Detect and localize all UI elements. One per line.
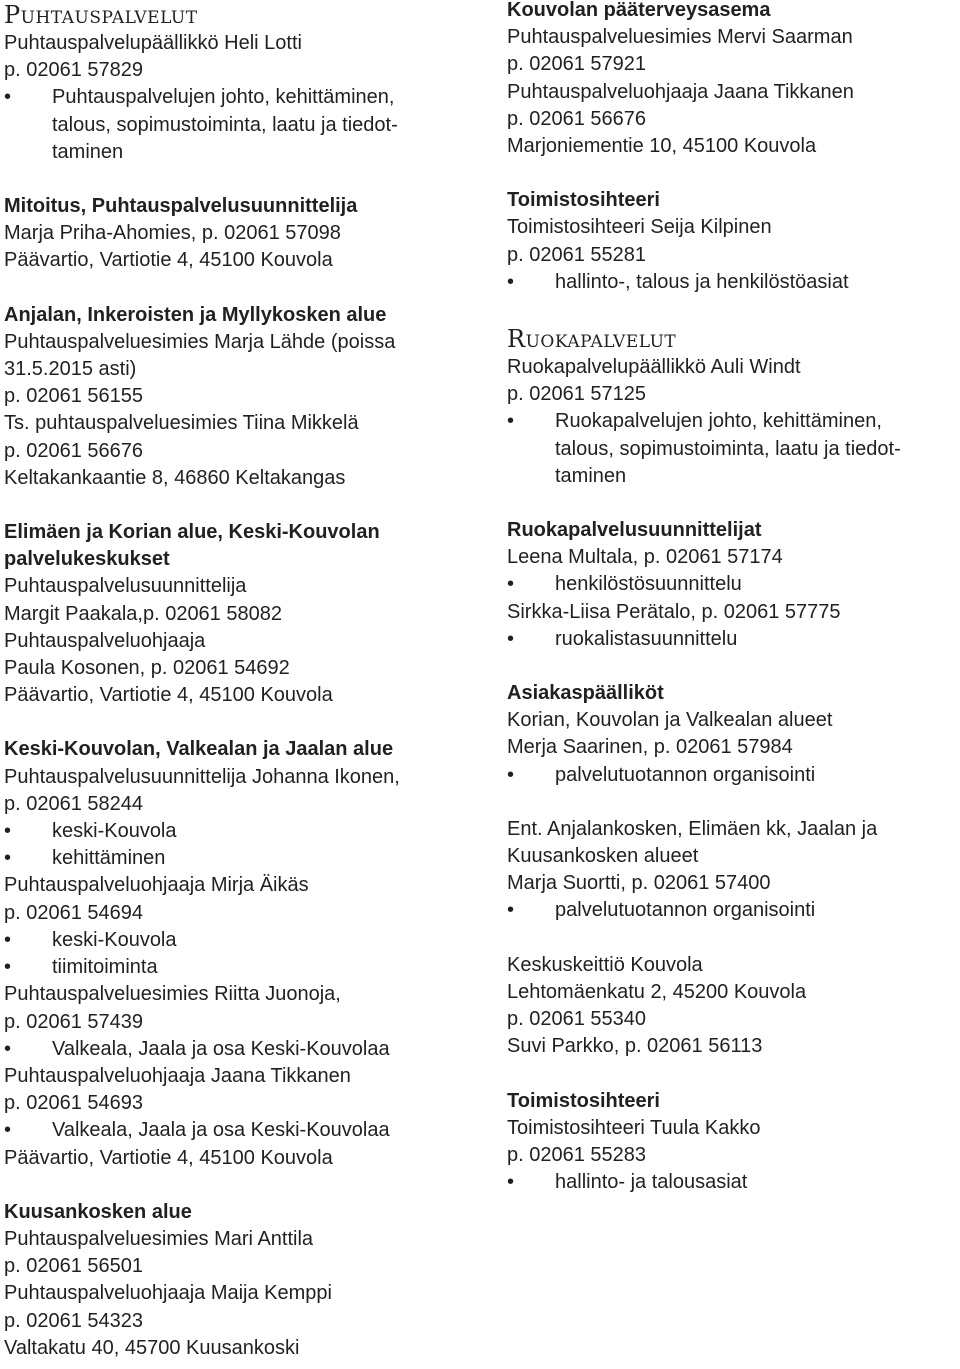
right-column bbox=[507, 0, 957, 1196]
suunnittelijat-heading: Ruokapalvelusuunnittelijat bbox=[507, 519, 762, 542]
manager-task-cont: talous, sopimustoiminta, laatu ja tiedot- bbox=[52, 113, 398, 136]
keski-phone: p. 02061 54694 bbox=[4, 901, 144, 924]
asiakas-line: Ent. Anjalankosken, Elimäen kk, Jaalan ja bbox=[507, 817, 878, 840]
asiakas-line: Marja Suortti, p. 02061 57400 bbox=[507, 872, 771, 895]
anjala-line: Puhtauspalveluesimies Marja Lähde (poissa bbox=[4, 330, 396, 353]
suunnittelija: Leena Multala, p. 02061 57174 bbox=[507, 546, 783, 569]
elimaki-line: Margit Paakala,p. 02061 58082 bbox=[4, 602, 282, 625]
keski-address: Päävartio, Vartiotie 4, 45100 Kouvola bbox=[4, 1146, 333, 1169]
paaterveys-line: Puhtauspalveluohjaaja Jaana Tikkanen bbox=[507, 80, 854, 103]
keski-person: Puhtauspalveluesimies Riitta Juonoja, bbox=[4, 983, 341, 1006]
manager-task-cont: taminen bbox=[52, 140, 124, 163]
manager-task: • Puhtauspalvelujen johto, kehittäminen, bbox=[4, 84, 484, 111]
anjala-line: Ts. puhtauspalveluesimies Tiina Mikkelä bbox=[4, 412, 359, 435]
keskuskeittio-line: Keskuskeittiö Kouvola bbox=[507, 953, 703, 976]
asiakas-line: Korian, Kouvolan ja Valkealan alueet bbox=[507, 709, 833, 732]
manager-name: Puhtauspalvelupäällikkö Heli Lotti bbox=[4, 32, 302, 54]
elimaki-line: Puhtauspalveluohjaaja bbox=[4, 629, 206, 652]
mitoitus-heading: Mitoitus, Puhtauspalvelusuunnittelija bbox=[4, 195, 358, 218]
keski-phone: p. 02061 58244 bbox=[4, 792, 144, 815]
suunnittelija: Sirkka-Liisa Perätalo, p. 02061 57775 bbox=[507, 600, 841, 623]
toimisto1-task: • hallinto-, talous ja henkilöstöasiat bbox=[507, 269, 957, 296]
keski-task: • Valkeala, Jaala ja osa Keski-Kouvolaa bbox=[4, 1117, 484, 1144]
paaterveys-line: p. 02061 57921 bbox=[507, 53, 647, 76]
elimaki-line: Paula Kosonen, p. 02061 54692 bbox=[4, 657, 290, 680]
paaterveys-heading: Kouvolan pääterveysasema bbox=[507, 0, 771, 21]
keski-person: Puhtauspalveluohjaaja Mirja Äikäs bbox=[4, 874, 309, 897]
keski-task: • tiimitoiminta bbox=[4, 954, 484, 981]
ruoka-manager: Ruokapalvelupäällikkö Auli Windt bbox=[507, 356, 801, 379]
toimisto2-line: Toimistosihteeri Tuula Kakko bbox=[507, 1116, 761, 1139]
ruoka-manager-phone: p. 02061 57125 bbox=[507, 383, 647, 406]
toimisto2-task: • hallinto- ja talousasiat bbox=[507, 1169, 957, 1196]
section-title-ruokapalvelut: Ruokapalvelut bbox=[507, 325, 677, 354]
anjala-line: Keltakankaantie 8, 46860 Keltakangas bbox=[4, 466, 346, 489]
ruoka-task-cont: taminen bbox=[555, 464, 627, 487]
mitoitus-line: Päävartio, Vartiotie 4, 45100 Kouvola bbox=[4, 249, 333, 272]
asiakas-task: • palvelutuotannon organisointi bbox=[507, 762, 957, 789]
keskuskeittio-line: Lehtomäenkatu 2, 45200 Kouvola bbox=[507, 980, 807, 1003]
keski-phone: p. 02061 57439 bbox=[4, 1010, 144, 1033]
keski-heading: Keski-Kouvolan, Valkealan ja Jaalan alue bbox=[4, 738, 394, 761]
keski-task: • Valkeala, Jaala ja osa Keski-Kouvolaa bbox=[4, 1036, 484, 1063]
suunnittelija-task: • ruokalistasuunnittelu bbox=[507, 626, 957, 653]
asiakas-heading: Asiakaspäälliköt bbox=[507, 682, 664, 705]
elimaki-line: Puhtauspalvelusuunnittelija bbox=[4, 575, 247, 598]
asiakas-line: Kuusankosken alueet bbox=[507, 845, 699, 868]
kuusankoski-line: Puhtauspalveluohjaaja Maija Kemppi bbox=[4, 1282, 332, 1305]
manager-phone: p. 02061 57829 bbox=[4, 59, 144, 82]
ruoka-task: • Ruokapalvelujen johto, kehittäminen, bbox=[507, 408, 957, 435]
asiakas-line: Merja Saarinen, p. 02061 57984 bbox=[507, 736, 793, 759]
kuusankoski-line: Puhtauspalveluesimies Mari Anttila bbox=[4, 1227, 314, 1250]
paaterveys-line: p. 02061 56676 bbox=[507, 107, 647, 130]
keski-task: • kehittäminen bbox=[4, 845, 484, 872]
toimisto1-line: Toimistosihteeri Seija Kilpinen bbox=[507, 216, 772, 239]
paaterveys-line: Marjoniementie 10, 45100 Kouvola bbox=[507, 135, 817, 158]
keskuskeittio-line: Suvi Parkko, p. 02061 56113 bbox=[507, 1035, 763, 1058]
keski-task: • keski-Kouvola bbox=[4, 927, 484, 954]
toimisto2-heading: Toimistosihteeri bbox=[507, 1089, 660, 1112]
left-column bbox=[4, 0, 484, 1362]
suunnittelija-task: • henkilöstösuunnittelu bbox=[507, 571, 957, 598]
anjala-line: p. 02061 56155 bbox=[4, 385, 144, 408]
ruoka-task-cont: talous, sopimustoiminta, laatu ja tiedot- bbox=[555, 437, 901, 460]
keski-phone: p. 02061 54693 bbox=[4, 1092, 144, 1115]
keski-person: Puhtauspalveluohjaaja Jaana Tikkanen bbox=[4, 1064, 351, 1087]
toimisto1-line: p. 02061 55281 bbox=[507, 243, 647, 266]
keskuskeittio-line: p. 02061 55340 bbox=[507, 1008, 647, 1031]
kuusankoski-heading: Kuusankosken alue bbox=[4, 1200, 192, 1223]
elimaki-line: Päävartio, Vartiotie 4, 45100 Kouvola bbox=[4, 684, 333, 707]
keski-person: Puhtauspalvelusuunnittelija Johanna Ikonen, bbox=[4, 765, 400, 788]
toimisto2-line: p. 02061 55283 bbox=[507, 1143, 647, 1166]
anjala-heading: Anjalan, Inkeroisten ja Myllykosken alue bbox=[4, 303, 387, 326]
elimaki-heading: palvelukeskukset bbox=[4, 548, 170, 571]
asiakas-task: • palvelutuotannon organisointi bbox=[507, 897, 957, 924]
kuusankoski-line: p. 02061 54323 bbox=[4, 1309, 144, 1332]
anjala-line: p. 02061 56676 bbox=[4, 439, 144, 462]
paaterveys-line: Puhtauspalveluesimies Mervi Saarman bbox=[507, 26, 853, 49]
elimaki-heading: Elimäen ja Korian alue, Keski-Kouvolan bbox=[4, 521, 380, 544]
mitoitus-line: Marja Priha-Ahomies, p. 02061 57098 bbox=[4, 222, 341, 245]
keski-task: • keski-Kouvola bbox=[4, 818, 484, 845]
section-title-puhtauspalvelut: Puhtauspalvelut bbox=[4, 1, 198, 29]
toimisto1-heading: Toimistosihteeri bbox=[507, 189, 660, 212]
kuusankoski-line: p. 02061 56501 bbox=[4, 1255, 144, 1278]
anjala-line: 31.5.2015 asti) bbox=[4, 358, 137, 381]
kuusankoski-line: Valtakatu 40, 45700 Kuusankoski bbox=[4, 1336, 300, 1359]
